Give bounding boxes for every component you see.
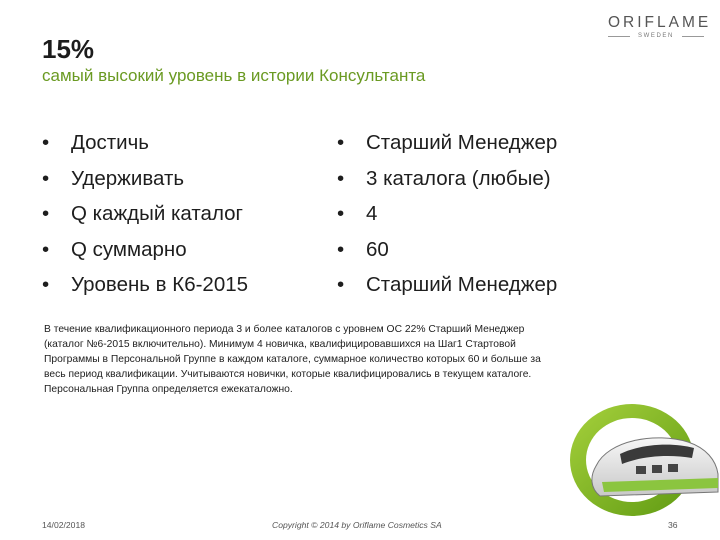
paragraph-line: Персональная Группа определяется ежекаталожно.	[44, 384, 293, 395]
list-item: • Q каждый каталог	[42, 196, 248, 232]
requirements-list	[42, 125, 248, 303]
paragraph-line: весь период квалификации. Учитываются новички, которые квалифицировались в текущем каталоге.	[44, 369, 532, 380]
slide-subtitle: самый высокий уровень в истории Консультанта	[42, 66, 426, 85]
paragraph-line: Программы в Персональной Группе в каждом каталоге, суммарное количество которых 60 и больше за	[44, 354, 541, 365]
list-item: • 3 каталога (любые)	[337, 161, 557, 197]
list-item: • Q суммарно	[42, 232, 248, 268]
list-item: • Удерживать	[42, 161, 248, 197]
green-ring-train-icon	[560, 388, 720, 518]
paragraph-line: (каталог №6-2015 включительно). Минимум 4 новичка, квалифицировавшихся на Шаг1 Стартовой	[44, 339, 516, 350]
list-item: • Достичь	[42, 125, 248, 161]
list-item: • 4	[337, 196, 557, 232]
oriflame-logo	[608, 14, 712, 39]
page-number: 36	[668, 520, 678, 530]
qualification-description	[44, 322, 644, 397]
list-item: • Старший Менеджер	[337, 125, 557, 161]
logo-tagline: SWEDEN	[608, 33, 704, 39]
list-item: • Уровень в К6-2015	[42, 267, 248, 303]
slide-title: 15%	[42, 34, 95, 64]
list-item: • 60	[337, 232, 557, 268]
list-item: • Старший Менеджер	[337, 267, 557, 303]
footer-copyright: Copyright © 2014 by Oriflame Cosmetics SA	[272, 520, 442, 530]
paragraph-line: В течение квалификационного периода 3 и более каталогов с уровнем ОС 22% Старший Менеджер	[44, 324, 525, 335]
values-list	[337, 125, 557, 303]
logo-brand-text: ORIFLAME	[608, 14, 712, 31]
footer-date: 14/02/2018	[42, 520, 86, 530]
